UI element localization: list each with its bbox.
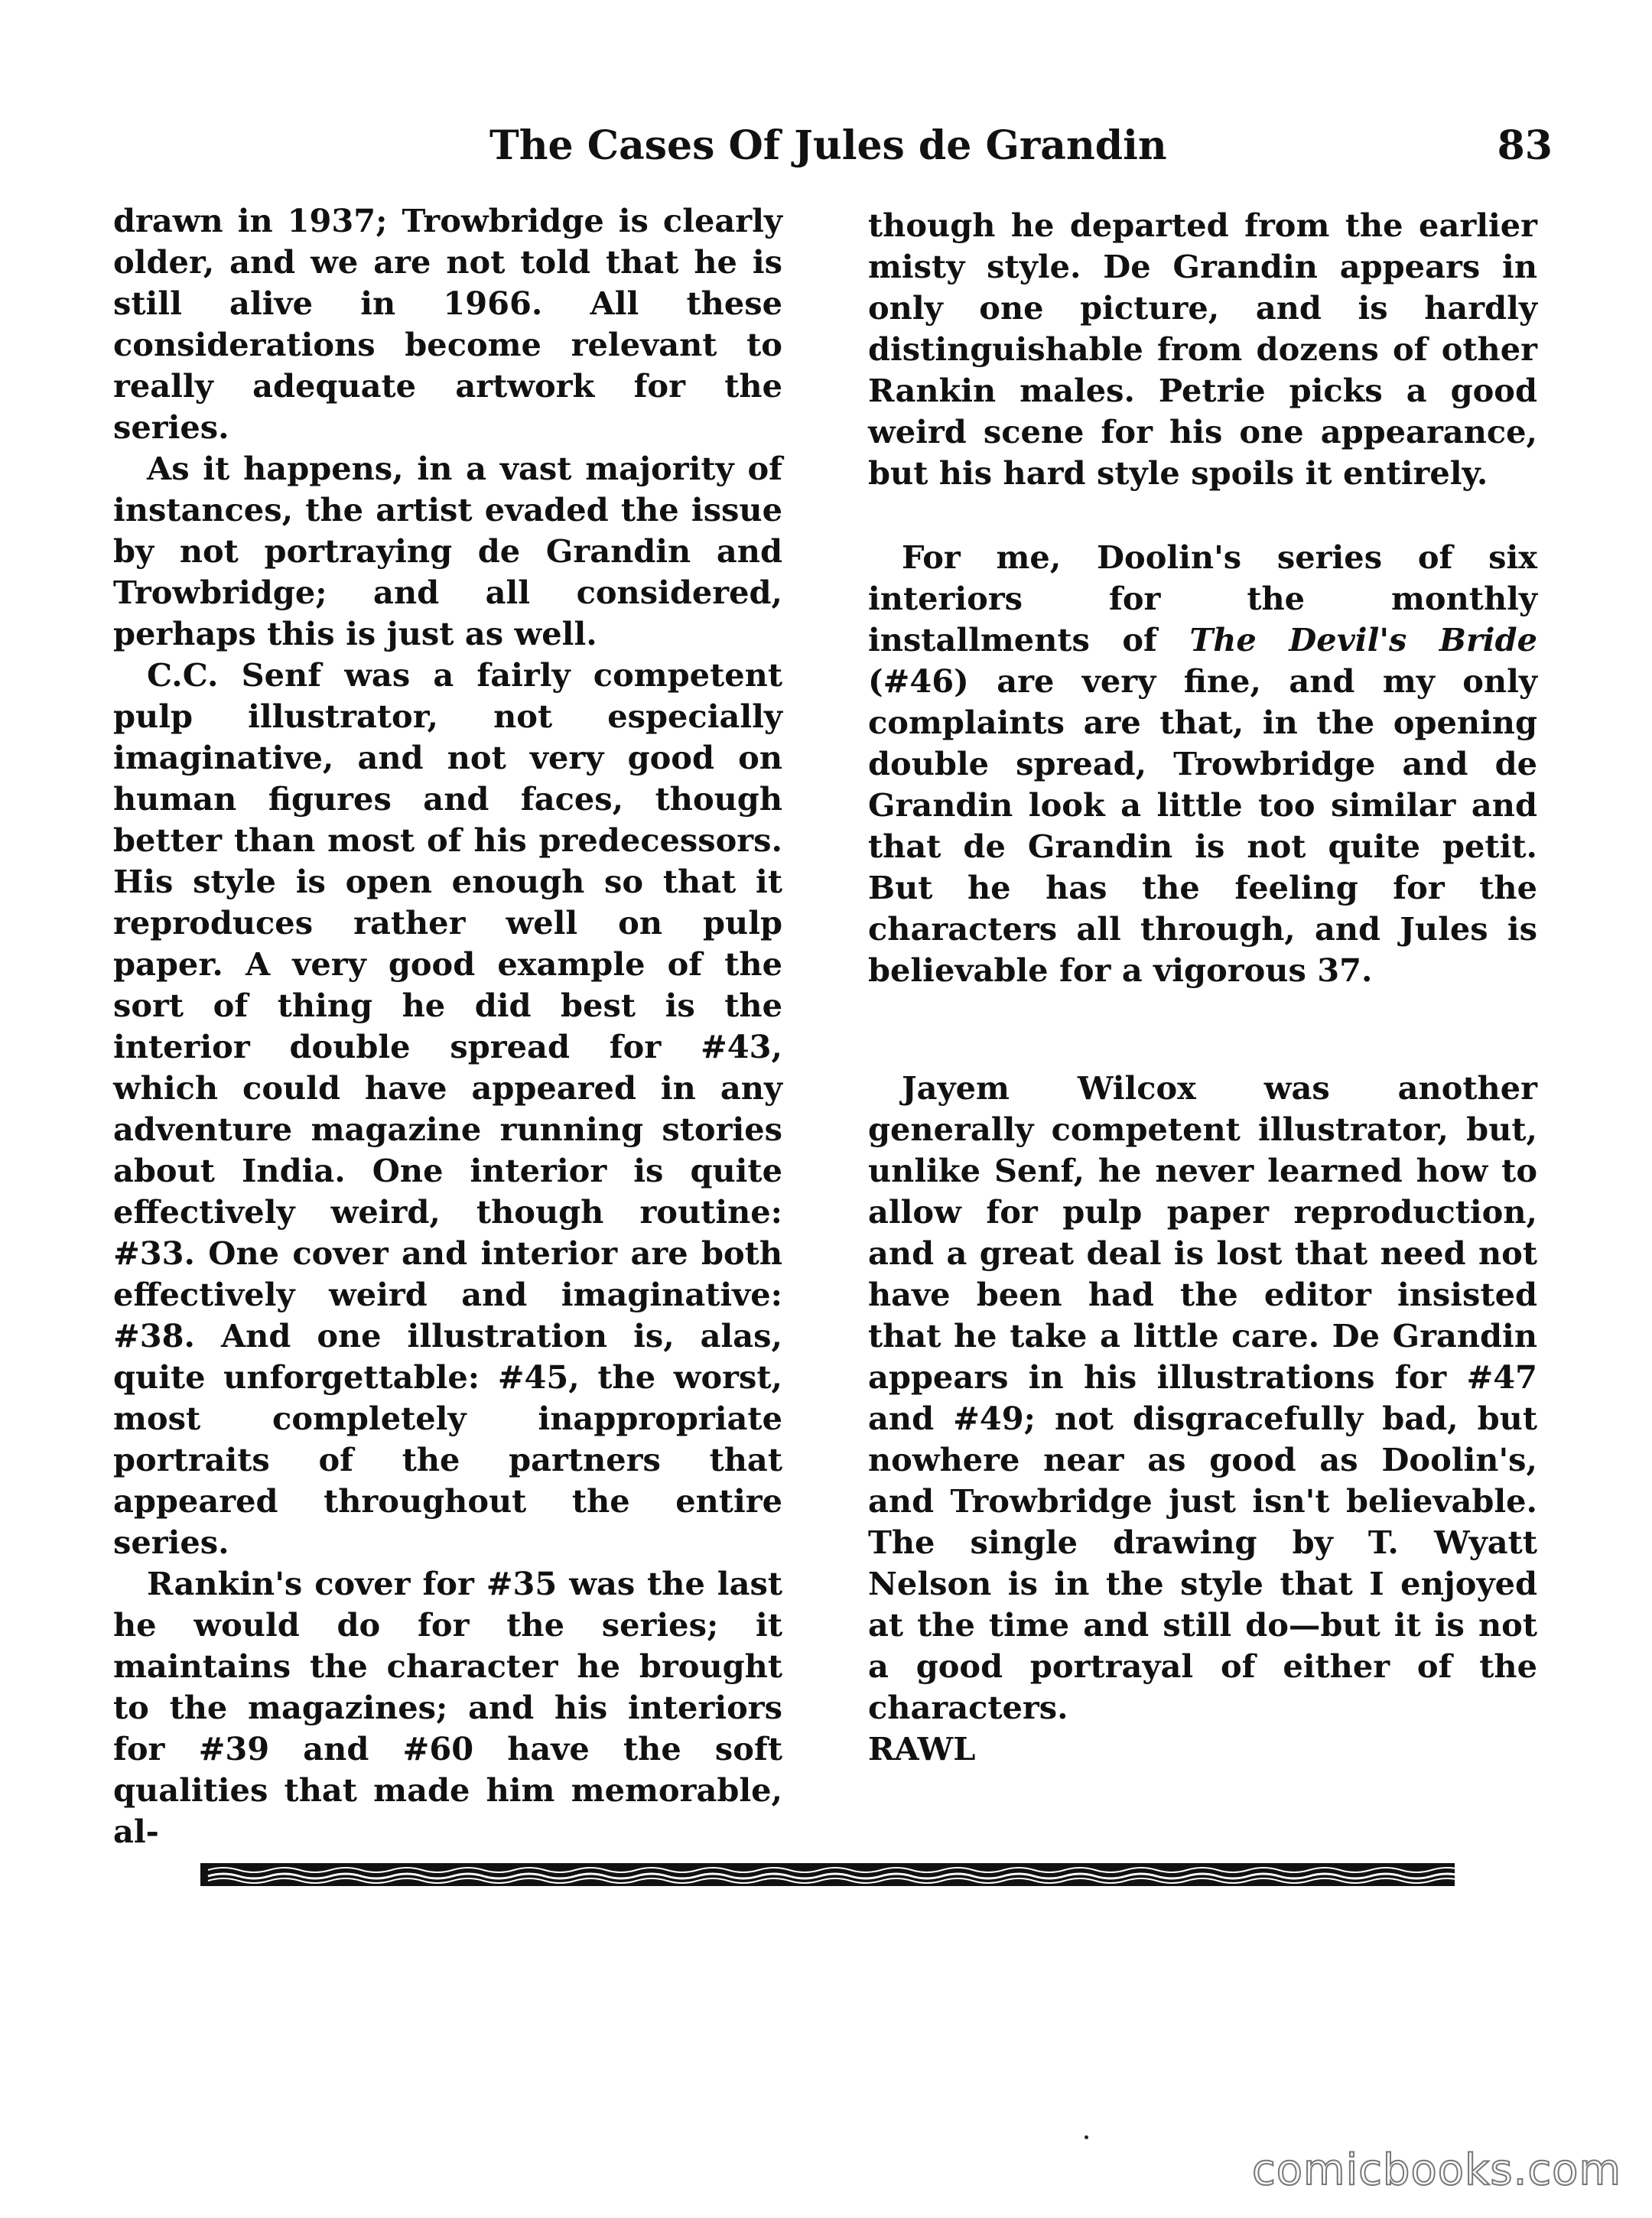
right-paragraph-2-end: (#46) are very fine, and my only complaints are that, in the opening double spread, Trowbridge and de Grandin look a little too similar and that de Grandin is not quite petit. But he has the feeling for the characters all through, and Jules is believable for a vigorous 37. bbox=[868, 662, 1537, 989]
right-paragraph-2-start: For me, Doolin's series of six interiors for the monthly installments of bbox=[868, 538, 1537, 659]
left-paragraph-2: As it happens, in a vast majority of instances, the artist evaded the issue by not portraying de Grandin and Trowbridge; and all considered, perhaps this is just as well. bbox=[113, 450, 782, 652]
running-title: The Cases Of Jules de Grandin bbox=[489, 122, 1167, 169]
left-paragraph-4: Rankin's cover for #35 was the last he would do for the series; it maintains the character he brought to the magazines; and his interiors for #39 and #60 have the soft qualities that made him memorable, al- bbox=[113, 1565, 782, 1850]
stray-dot bbox=[1085, 2135, 1088, 2139]
page-header bbox=[489, 122, 1553, 176]
left-paragraph-1: drawn in 1937; Trowbridge is clearly older, and we are not told that he is still alive in 1966. All these considerations become relevant to really adequate artwork for the series. bbox=[113, 202, 782, 446]
page-number: 83 bbox=[1497, 122, 1553, 169]
right-column bbox=[868, 205, 1537, 1770]
right-paragraph-3: Jayem Wilcox was another generally competent illustrator, but, unlike Senf, he never learned how to allow for pulp paper reproduction, and a great deal is lost that need not have been had the editor insisted that he take a little care. De Grandin appears in his illustrations for #47 and #49; not disgracefully bad, but nowhere near as good as Doolin's, and Trowbridge just isn't believable. The single drawing by T. Wyatt Nelson is in the style that I enjoyed at the time and still do—but it is not a good portrayal of either of the characters. bbox=[868, 1069, 1537, 1726]
right-paragraph-2 bbox=[868, 537, 1537, 991]
left-column bbox=[113, 200, 782, 1852]
author-signature: RAWL bbox=[868, 1730, 976, 1768]
left-paragraph-3: C.C. Senf was a fairly competent pulp illustrator, not especially imaginative, and not very good on human figures and faces, though better than most of his predecessors. His style is open enough so that it reproduces rather well on pulp paper. A very good example of the sort of thing he did best is the interior double spread for #43, which could have appeared in any adventure magazine running stories about India. One interior is quite effectively weird, though routine: #33. One cover and interior are both effectively weird and imaginative: #38. And one illustration is, alas, quite unforgettable: #45, the worst, most completely inappropriate portraits of the partners that appeared throughout the entire series. bbox=[113, 656, 782, 1561]
book-title: The Devil's Bride bbox=[1189, 621, 1537, 659]
right-paragraph-1: though he departed from the earlier misty style. De Grandin appears in only one picture, and is hardly distinguishable from dozens of other Rankin males. Petrie picks a good weird scene for his one appearance, but his hard style spoils it entirely. bbox=[868, 207, 1537, 492]
watermark: comicbooks.com bbox=[1251, 2145, 1621, 2195]
wave-rule-ornament-icon bbox=[200, 1857, 1455, 1892]
